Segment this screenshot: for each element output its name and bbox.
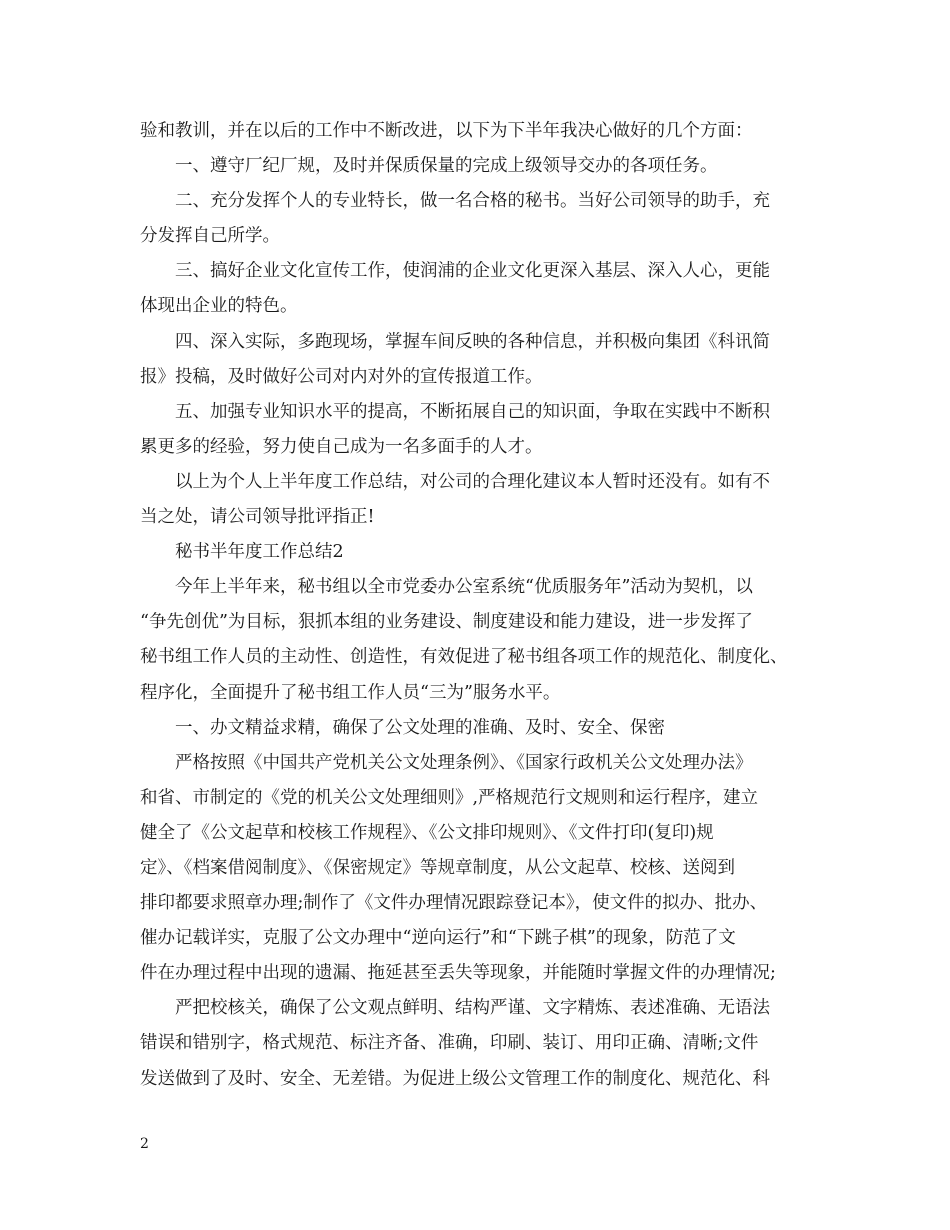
text-line: 今年上半年来，秘书组以全市党委办公室系统“优质服务年”活动为契机，以 [175,577,753,598]
text-line: 催办记载详实，克服了公文办理中“逆向运行”和“下跳子棋”的现象，防范了文 [140,928,736,949]
text-line: 分发挥自己所学。 [140,226,280,247]
document-body [140,114,826,1097]
text-line: 件在办理过程中出现的遗漏、拖延甚至丢失等现象，并能随时掌握文件的办理情况; [140,963,776,984]
text-line: 报》投稿，及时做好公司对内对外的宣传报道工作。 [140,366,543,387]
text-line: 健全了《公文起草和校核工作规程》、《公文排印规则》、《文件打印(复印)规 [140,822,714,843]
text-line: 以上为个人上半年度工作总结，对公司的合理化建议本人暂时还没有。如有不 [175,471,770,492]
text-line: 五、加强专业知识水平的提高，不断拓展自己的知识面，争取在实践中不断积 [175,401,770,422]
text-line: 一、遵守厂纪厂规，及时并保质保量的完成上级领导交办的各项任务。 [175,156,718,177]
text-line: 一、办文精益求精，确保了公文处理的准确、及时、安全、保密 [175,717,665,738]
text-line: 严格按照《中国共产党机关公文处理条例》、《国家行政机关公文处理办法》 [175,752,753,773]
text-line: 验和教训，并在以后的工作中不断改进，以下为下半年我决心做好的几个方面： [140,121,753,141]
text-line: 排印都要求照章办理;制作了《文件办理情况跟踪登记本》，使文件的拟办、批办、 [140,893,768,914]
text-line: 四、深入实际，多跑现场，掌握车间反映的各种信息，并积极向集团《科讯简 [175,331,770,352]
text-line: 二、充分发挥个人的专业特长，做一名合格的秘书。当好公司领导的助手，充 [175,191,770,212]
text-line: “争先创优”为目标，狠抓本组的业务建设、制度建设和能力建设，进一步发挥了 [140,612,753,633]
text-line: 程序化，全面提升了秘书组工作人员“三为”服务水平。 [140,682,561,703]
text-line: 三、搞好企业文化宣传工作，使润浦的企业文化更深入基层、深入人心，更能 [175,261,770,282]
text-line: 秘书组工作人员的主动性、创造性，有效促进了秘书组各项工作的规范化、制度化、 [140,647,788,668]
text-line: 错误和错别字，格式规范、标注齐备、准确，印刷、装订、用印正确、清晰;文件 [140,1033,759,1054]
text-line: 发送做到了及时、安全、无差错。为促进上级公文管理工作的制度化、规范化、科 [140,1068,770,1089]
text-line: 严把校核关，确保了公文观点鲜明、结构严谨、文字精炼、表述准确、无语法 [175,998,770,1019]
text-line: 秘书半年度工作总结2 [175,542,344,563]
text-line: 当之处，请公司领导批评指正! [140,507,375,528]
text-line: 定》、《档案借阅制度》、《保密规定》等规章制度，从公文起草、校核、送阅到 [140,857,735,878]
text-line: 体现出企业的特色。 [140,296,298,317]
text-line: 和省、市制定的《党的机关公文处理细则》,严格规范行文规则和运行程序，建立 [140,787,759,808]
text-line: 累更多的经验，努力使自己成为一名多面手的人才。 [140,436,543,457]
page-number: 2 [140,1136,149,1152]
